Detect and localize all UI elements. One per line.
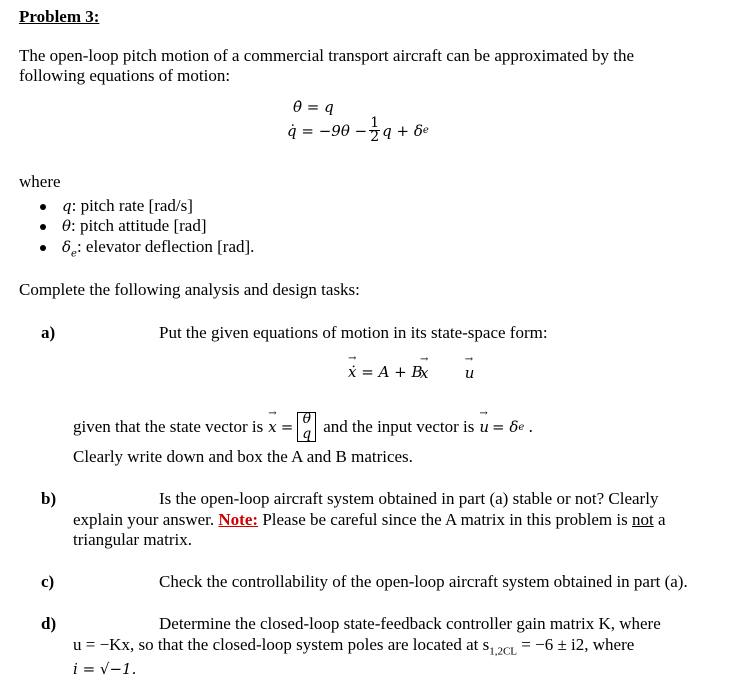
part-d-line2 (73, 635, 634, 657)
state-vector-top: θ (302, 411, 311, 427)
part-b-line3: triangular matrix. (73, 530, 192, 549)
part-b-line2 (73, 510, 666, 530)
part-d-line1: Determine the closed-loop state-feedback controller gain matrix K, where (159, 614, 661, 633)
equation-theta-dot: θ̇ = q (293, 98, 334, 116)
bullet-item (40, 216, 207, 236)
where-label: where (19, 172, 61, 191)
eq2-frac-num: 1 (370, 115, 380, 131)
part-d-line2-end: = −6 ± i2, where (521, 635, 635, 654)
part-b-label: b) (41, 489, 57, 508)
x-dot-vector: → ẋ (348, 363, 356, 381)
part-a-given-line: given that the state vector is → x = θ q and the input vector is → u = δ e . (73, 412, 533, 442)
intro-line-2: following equations of motion: (19, 66, 231, 85)
bullet-item (40, 196, 193, 216)
part-b-line2-pre: explain your answer. (73, 510, 215, 529)
given-end: = δ (492, 418, 519, 436)
given-mid: and the input vector is (323, 417, 475, 436)
eq2-rhs: q + δ (382, 121, 423, 140)
part-d-line2-eq: u = −Kx, so that the closed-loop system poles are located at s (73, 635, 490, 654)
given-sub: e (518, 421, 525, 433)
state-space-equation (348, 363, 423, 381)
intro-line-1: The open-loop pitch motion of a commercial transport aircraft can be approximated by the (19, 46, 635, 65)
part-b-line2-end: a (657, 510, 666, 529)
bullet-sub: e (71, 248, 77, 260)
part-d-line3: i = √−1. (73, 660, 137, 678)
bullet-symbol: q (62, 197, 72, 215)
not-word: not (631, 510, 654, 529)
note-label: Note: (218, 510, 259, 529)
bullet-item (40, 237, 254, 259)
eq2-sub: e (422, 125, 429, 136)
u-vector-symbol: → u (479, 418, 489, 436)
bullet-dot-icon (40, 245, 46, 251)
x-vector-symbol: → x (420, 364, 428, 382)
state-vector (297, 412, 316, 442)
part-c-label: c) (41, 572, 55, 591)
part-a-line1: Put the given equations of motion in its state-space form: (159, 323, 548, 342)
part-a-line3: Clearly write down and box the A and B matrices. (73, 447, 413, 466)
problem-title: Problem 3: (19, 7, 100, 26)
eq2-fraction (369, 117, 380, 144)
bullet-text: : elevator deflection [rad]. (76, 237, 255, 256)
bullet-text: : pitch rate [rad/s] (71, 196, 193, 215)
eq2-lhs: q̇ = −9θ − (287, 121, 368, 140)
equation-q-dot (287, 117, 429, 144)
bullet-symbol: δ (62, 238, 72, 256)
part-b-line2-post: Please be careful since the A matrix in this problem is (262, 510, 628, 529)
bullet-symbol: θ (62, 217, 72, 235)
part-d-label: d) (41, 614, 57, 633)
x-vector-symbol: → x (268, 418, 276, 436)
state-vector-bottom: q (302, 426, 312, 442)
eq2-frac-den: 2 (370, 129, 380, 145)
part-a-label: a) (41, 323, 56, 342)
given-prefix: given that the state vector is (73, 417, 264, 436)
part-c-text: Check the controllability of the open-loop aircraft system obtained in part (a). (159, 572, 688, 591)
bullet-text: : pitch attitude [rad] (71, 216, 207, 235)
bullet-dot-icon (40, 204, 46, 210)
bullet-dot-icon (40, 224, 46, 230)
part-b-line1: Is the open-loop aircraft system obtained in part (a) stable or not? Clearly (159, 489, 659, 508)
part-d-line2-sub: 1,2CL (489, 645, 518, 658)
u-vector-symbol: → u (465, 364, 475, 382)
tasks-intro: Complete the following analysis and design tasks: (19, 280, 360, 299)
state-space-rhs: = A + B (361, 363, 423, 381)
